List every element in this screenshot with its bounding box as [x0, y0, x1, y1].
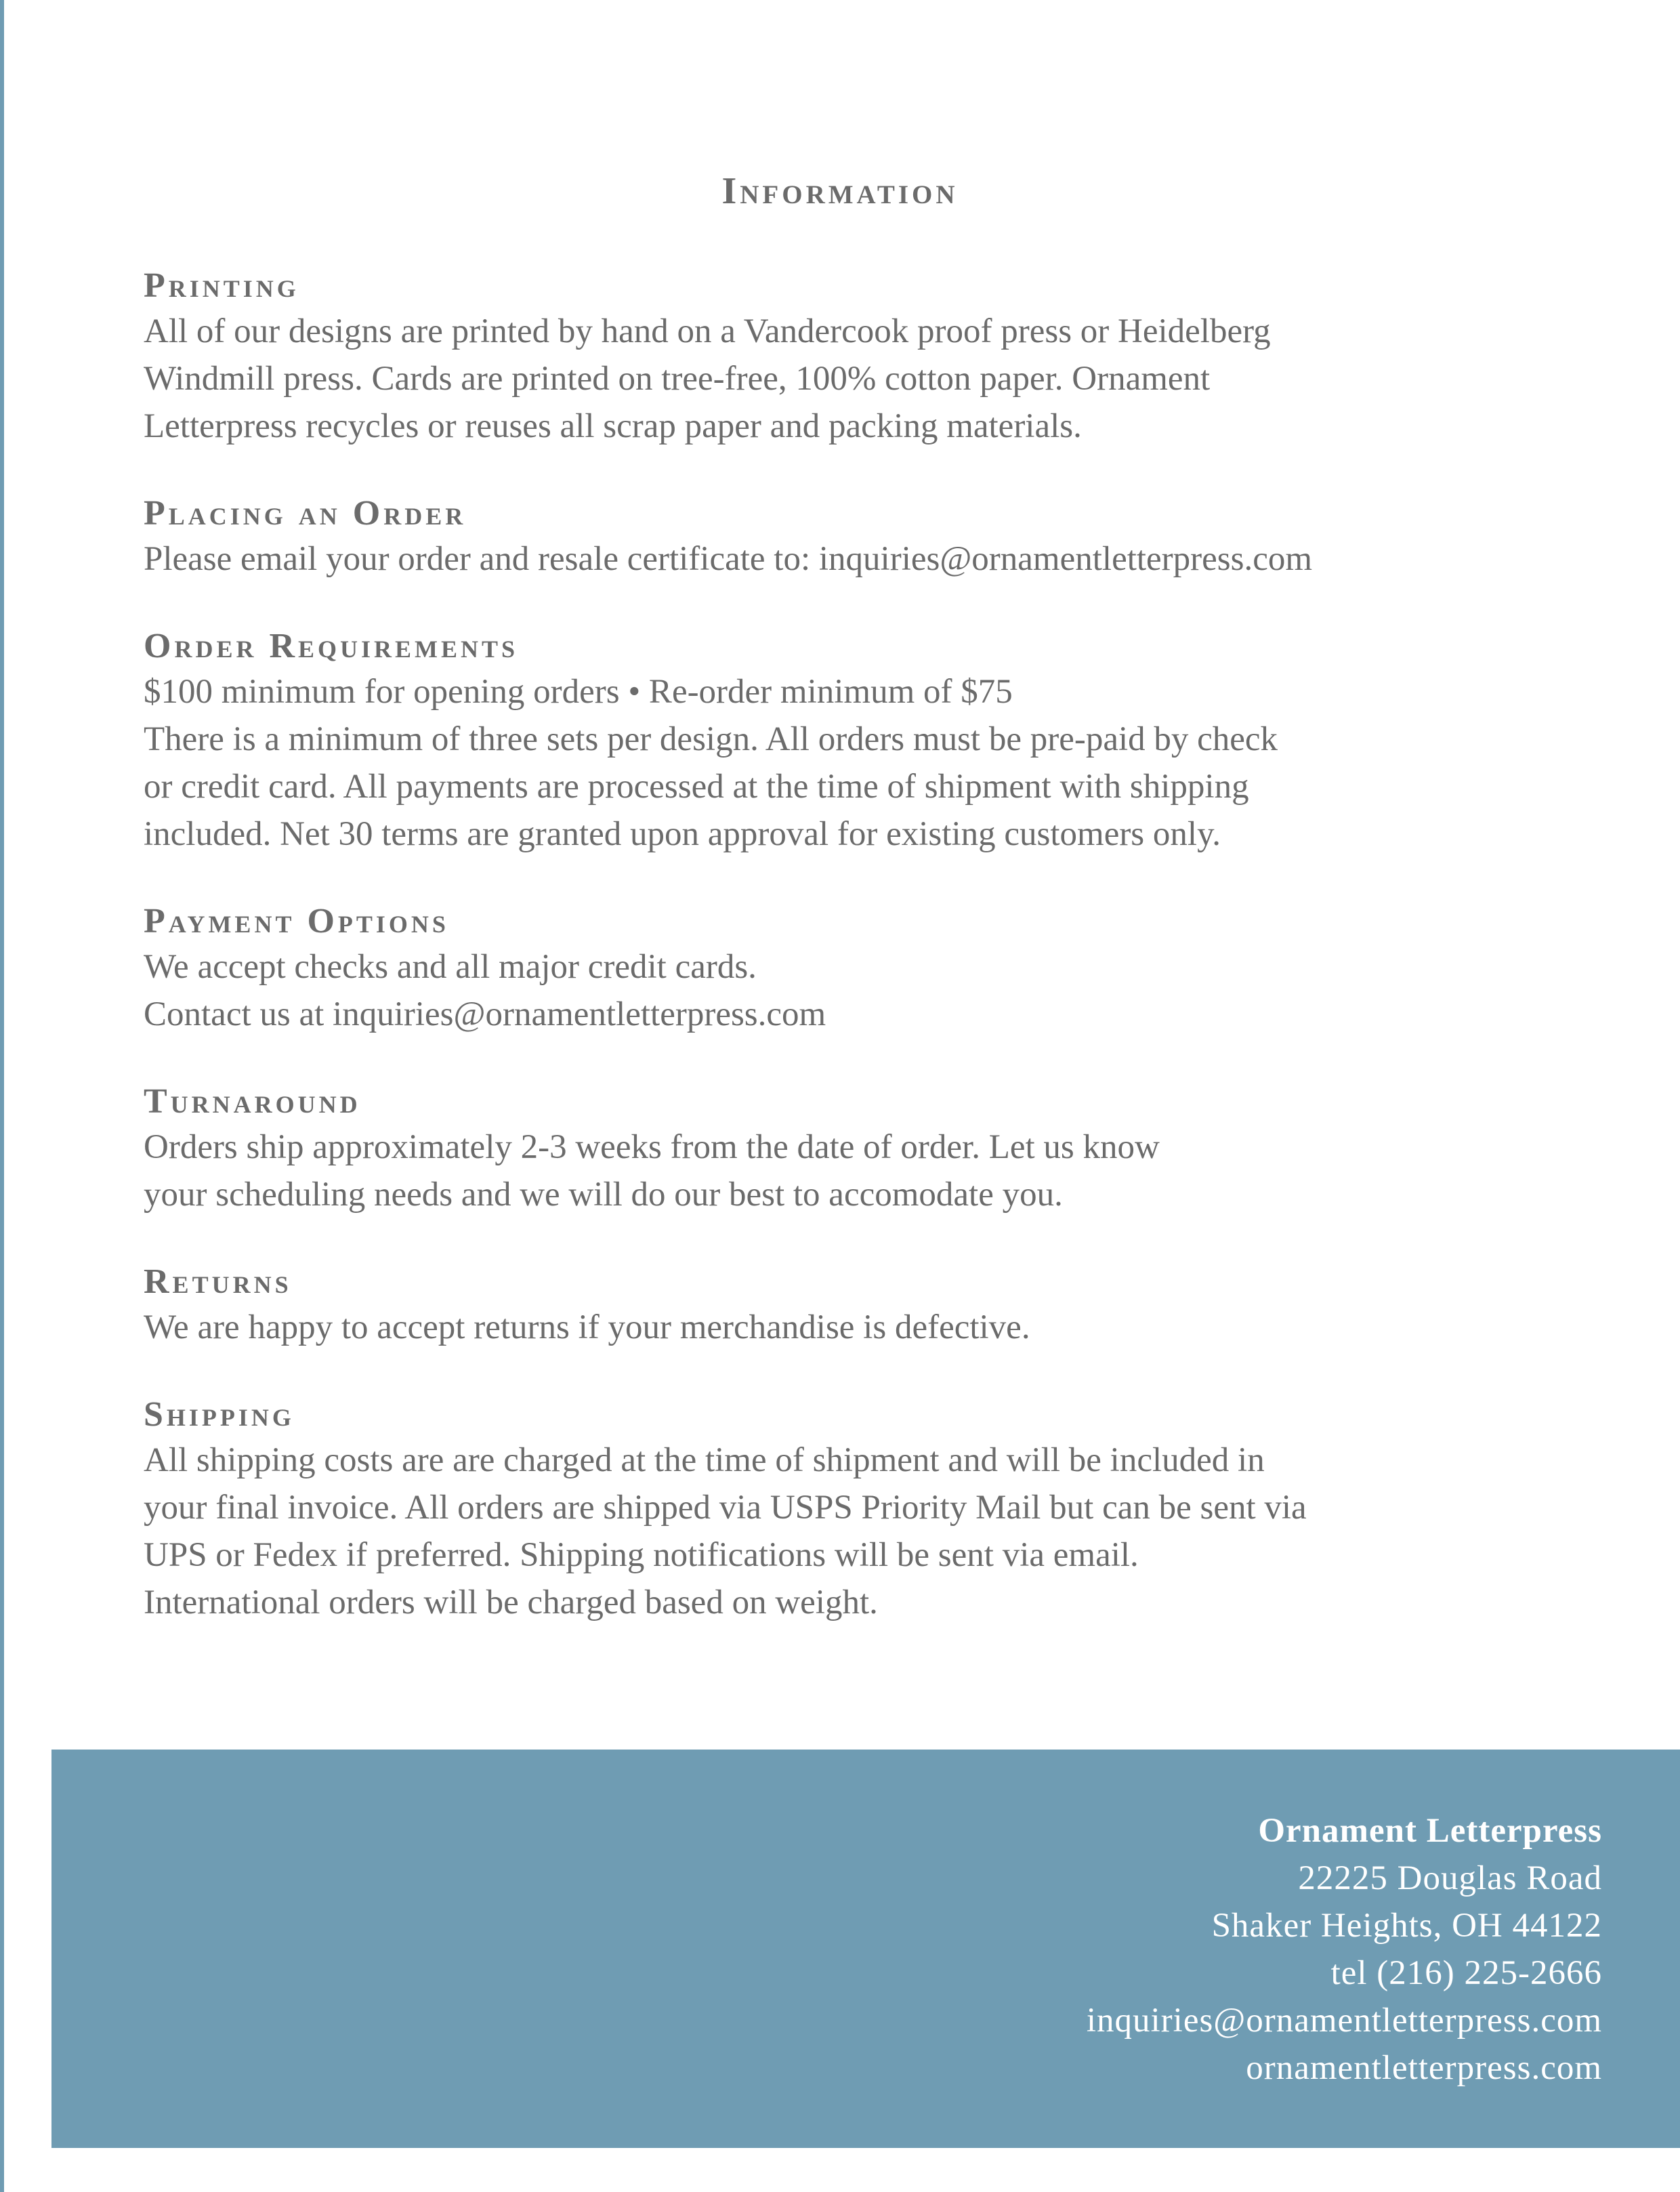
paragraph-line: Please email your order and resale certificate to: inquiries@ornamentletterpress.com	[144, 540, 1313, 578]
paragraph-line: We are happy to accept returns if your merchandise is defective.	[144, 1308, 1030, 1346]
section-printing	[144, 264, 1600, 450]
paragraph-line: your scheduling needs and we will do our best to accomodate you.	[144, 1176, 1063, 1214]
website-link[interactable]: ornamentletterpress.com	[1246, 2049, 1602, 2087]
section-heading: Payment Options	[144, 902, 449, 940]
paragraph-line: International orders will be charged based on weight.	[144, 1584, 878, 1621]
paragraph-line: UPS or Fedex if preferred. Shipping notifications will be sent via email.	[144, 1536, 1139, 1574]
email-link[interactable]: inquiries@ornamentletterpress.com	[1086, 2002, 1602, 2040]
page-title: Information	[721, 170, 959, 212]
paragraph-line: Contact us at inquiries@ornamentletterpress.com	[144, 995, 826, 1033]
section-payment-options	[144, 900, 1600, 1038]
section-heading: Placing an Order	[144, 494, 467, 533]
paragraph-line: Orders ship approximately 2-3 weeks from the date of order. Let us know	[144, 1128, 1160, 1166]
section-heading: Returns	[144, 1262, 292, 1301]
paragraph-line: All of our designs are printed by hand on a Vandercook proof press or Heidelberg	[144, 312, 1271, 350]
company-name: Ornament Letterpress	[1258, 1812, 1602, 1850]
contact-block	[1087, 1807, 1602, 2092]
section-heading: Printing	[144, 266, 299, 305]
paragraph-line: We accept checks and all major credit cards.	[144, 948, 757, 986]
section-shipping	[144, 1393, 1600, 1626]
section-heading: Turnaround	[144, 1082, 361, 1121]
paragraph-line: your final invoice. All orders are shipped via USPS Priority Mail but can be sent via	[144, 1489, 1307, 1527]
phone-number: tel (216) 225-2666	[1330, 1954, 1602, 1992]
street-address: 22225 Douglas Road	[1298, 1859, 1602, 1897]
contact-footer	[51, 1750, 1680, 2148]
paragraph-line: or credit card. All payments are processed at the time of shipment with shipping	[144, 768, 1249, 806]
information-content	[144, 264, 1600, 1668]
section-returns	[144, 1260, 1600, 1351]
paragraph-line: Letterpress recycles or reuses all scrap paper and packing materials.	[144, 407, 1082, 445]
paragraph-line: Windmill press. Cards are printed on tree-free, 100% cotton paper. Ornament	[144, 360, 1211, 398]
paragraph-line: included. Net 30 terms are granted upon approval for existing customers only.	[144, 815, 1221, 853]
paragraph-line: All shipping costs are are charged at the time of shipment and will be included in	[144, 1441, 1265, 1479]
paragraph-line: There is a minimum of three sets per design. All orders must be pre-paid by check	[144, 720, 1278, 758]
left-accent-rule	[0, 0, 4, 2192]
section-turnaround	[144, 1080, 1600, 1218]
paragraph-line: $100 minimum for opening orders • Re-order minimum of $75	[144, 673, 1013, 711]
section-placing-an-order	[144, 492, 1600, 583]
section-order-requirements	[144, 625, 1600, 858]
city-state-zip: Shaker Heights, OH 44122	[1211, 1907, 1602, 1945]
section-heading: Shipping	[144, 1395, 295, 1434]
section-heading: Order Requirements	[144, 627, 519, 665]
